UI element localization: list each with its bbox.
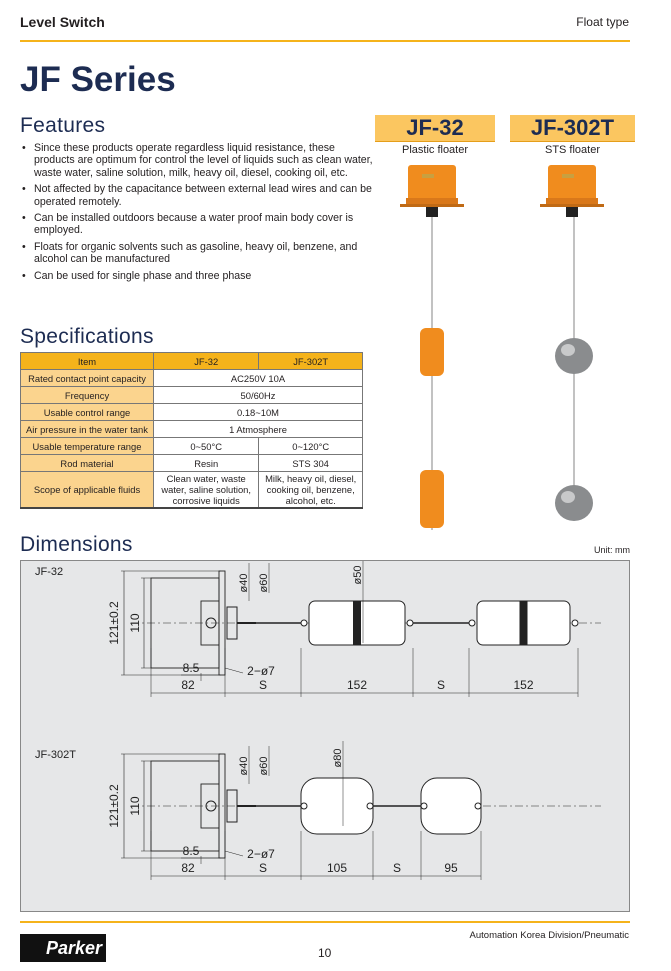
col-header: JF-302T [259,353,363,370]
dimension-label: S [392,861,402,875]
float-eyelet [469,620,475,626]
page-title: JF Series [20,60,176,99]
row-value: Resin [154,455,259,472]
float-eyelet [367,803,373,809]
dimension-label: S [436,678,446,692]
features-list [20,142,374,286]
section-label: Level Switch [20,14,105,30]
footer-rule [20,921,630,923]
dimension-label: 82 [181,861,195,875]
dimension-label: ø50 [352,565,364,585]
product-jf302t [510,115,635,156]
feature-item: • Can be used for single phase and three phase [34,270,374,282]
dimension-label: S [258,861,268,875]
row-value: AC250V 10A [154,370,363,387]
division-label: Automation Korea Division/Pneumatic [469,930,629,941]
row-value: Milk, heavy oil, diesel, cooking oil, benzene, alcohol, etc. [259,472,363,509]
dimension-label: 8.5 [182,661,200,675]
dimension-label: ø40 [238,573,250,593]
drawing-line [225,851,243,856]
float-band [520,601,528,645]
parker-logo [20,934,106,962]
model-label: JF-32 [375,115,495,142]
category-label: Float type [576,15,629,29]
float-outline [301,778,373,834]
float-eyelet [301,620,307,626]
dimension-drawings [21,561,629,911]
float-eyelet [301,803,307,809]
page-number: 10 [318,946,332,960]
dimension-label: 121±0.2 [107,784,121,828]
dimension-label: 152 [513,678,534,692]
dimension-label: 152 [346,678,368,692]
row-key: Rated contact point capacity [21,370,154,387]
col-header: JF-32 [154,353,259,370]
jf32-photo [400,165,464,530]
row-value: STS 304 [259,455,363,472]
features-heading: Features [20,114,106,137]
float-eyelet [475,803,481,809]
floater-label: STS floater [544,144,601,156]
dimension-label: ø80 [332,748,344,768]
row-value: 1 Atmosphere [154,421,363,438]
dimension-label: 110 [128,613,142,633]
dimension-label: 8.5 [182,844,200,858]
header-rule [20,40,630,42]
row-value: 50/60Hz [154,387,363,404]
dimension-label: ø40 [238,756,250,776]
table-row [21,472,363,509]
feature-item: • Since these products operate regardless liquid resistance, these products are optimum for control the level of liquids such as clean water, waste water, saline solution, milk, heavy oil, diesel, cooking oil, etc. [34,142,374,179]
col-header: Item [21,353,154,370]
product-photos [370,160,640,535]
row-key: Frequency [21,387,154,404]
table-row [21,421,363,438]
row-key: Usable temperature range [21,438,154,455]
feature-item: • Not affected by the capacitance between external lead wires and can be operated remotely. [34,183,374,208]
dimension-label: 82 [181,678,195,692]
float-eyelet [421,803,427,809]
float-band [353,601,361,645]
dimension-label: 2−ø7 [247,664,275,678]
float-eyelet [407,620,413,626]
feature-item: • Can be installed outdoors because a water proof main body cover is employed. [34,212,374,237]
table-row [21,370,363,387]
floater-label: Plastic floater [401,144,469,156]
row-key: Rod material [21,455,154,472]
float-outline [421,778,481,834]
row-value: Clean water, waste water, saline solution, corrosive liquids [154,472,259,509]
feature-item: • Floats for organic solvents such as gasoline, heavy oil, benzene, and alcohol can be manufactured [34,241,374,266]
dimension-label: 110 [128,796,142,816]
specifications-heading: Specifications [20,325,154,348]
dimension-label: 105 [326,861,348,875]
row-key: Scope of applicable fluids [21,472,154,509]
row-value: 0~120°C [259,438,363,455]
row-key: Usable control range [21,404,154,421]
brand-text: Parker [45,938,102,958]
dimensions-heading: Dimensions [20,533,133,556]
table-row [21,438,363,455]
unit-label: Unit: mm [594,545,630,555]
table-row [21,455,363,472]
product-jf32 [375,115,495,156]
table-row [21,387,363,404]
row-key: Air pressure in the water tank [21,421,154,438]
row-value: 0~50°C [154,438,259,455]
float-eyelet [572,620,578,626]
dimensions-drawing-box [20,560,630,912]
dimension-label: 121±0.2 [107,601,121,645]
dimension-label: S [258,678,268,692]
drawing-line [225,668,243,673]
dimension-label: ø60 [258,756,270,776]
drawing-label: JF-32 [35,566,64,578]
table-row [21,404,363,421]
table-header-row [21,353,363,370]
model-label: JF-302T [510,115,635,142]
dimension-label: 2−ø7 [247,847,275,861]
drawing-label: JF-302T [35,749,76,761]
dimension-label: 95 [444,861,458,875]
spec-table [20,352,363,509]
dimension-label: ø60 [258,573,270,593]
row-value: 0.18~10M [154,404,363,421]
jf302t-photo [540,165,604,521]
